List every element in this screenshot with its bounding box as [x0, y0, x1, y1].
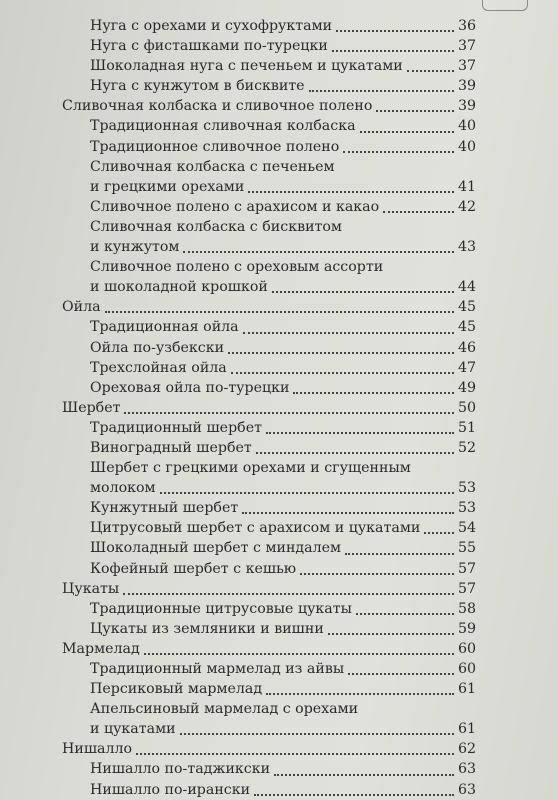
- toc-section-entry: [0, 297, 558, 317]
- toc-entry-title: Трехслойная ойла: [90, 359, 227, 376]
- toc-entry: [0, 498, 558, 518]
- toc-entry: [0, 619, 558, 639]
- toc-entry: [0, 559, 558, 579]
- toc-section-entry: [0, 579, 558, 599]
- toc-entry-title: и кунжутом: [90, 239, 180, 256]
- toc-entry: [0, 237, 558, 257]
- toc-page-number: 39: [457, 98, 476, 115]
- dot-leader: [160, 492, 454, 494]
- toc-page-number: 50: [457, 399, 476, 416]
- toc-page-number: 46: [457, 339, 476, 356]
- dot-leader: [144, 653, 454, 655]
- toc-page-number: 45: [457, 299, 476, 316]
- toc-entry-title: Нишалло по-ирански: [90, 781, 251, 798]
- toc-page-number: 36: [457, 18, 476, 34]
- toc-entry: [0, 418, 558, 438]
- toc-page-number: 40: [457, 138, 476, 155]
- toc-page-number: 61: [457, 721, 476, 738]
- toc-entry-title: Сливочная колбаска и сливочное полено: [62, 98, 373, 115]
- dot-leader: [183, 251, 454, 253]
- toc-entry-title: Шербет: [62, 399, 121, 416]
- toc-entry-title: Кофейный шербет с кешью: [90, 560, 297, 577]
- dot-leader: [309, 90, 454, 92]
- toc-entry: [0, 438, 558, 458]
- toc-entry-title: Традиционный шербет: [90, 419, 262, 436]
- toc-entry-title: Шоколадная нуга с печеньем и цукатами: [90, 58, 403, 75]
- toc-page-number: 43: [457, 239, 476, 256]
- toc-entry-title: Нишалло: [62, 741, 133, 758]
- toc-page-number: 37: [457, 58, 476, 75]
- toc-entry: [0, 137, 558, 157]
- toc-entry-title: Цитрусовый шербет с арахисом и цукатами: [90, 520, 421, 537]
- page-corner-mark: [482, 0, 528, 11]
- toc-entry-title: Виноградный шербет: [90, 439, 252, 456]
- toc-entry: [0, 378, 558, 398]
- dot-leader: [180, 733, 454, 735]
- dot-leader: [256, 452, 454, 454]
- toc-entry-title: Ореховая ойла по-турецки: [90, 379, 290, 396]
- toc-entry-title: Цукаты из земляники и вишни: [90, 620, 324, 637]
- dot-leader: [300, 573, 454, 575]
- toc-page-number: 55: [457, 540, 476, 557]
- toc-entry: [0, 16, 558, 36]
- toc-entry-title: Мармелад: [62, 640, 140, 657]
- toc-entry-title: Цукаты: [62, 580, 120, 597]
- toc-page-number: 61: [457, 681, 476, 698]
- toc-entry-title: Апельсиновый мармелад с орехами: [90, 701, 359, 718]
- toc-entry-title: Сливочная колбаска с печеньем: [90, 158, 335, 175]
- toc-entry-title: Нишалло по-таджикски: [90, 761, 271, 778]
- toc-entry-title: Сливочное полено с арахисом и какао: [90, 198, 380, 215]
- toc-entry-title: Сливочное полено с ореховым ассорти: [90, 259, 384, 276]
- toc-entry: [0, 699, 558, 719]
- toc-entry-title: Сливочная колбаска с бисквитом: [90, 218, 342, 235]
- toc-entry-title: и грецкими орехами: [90, 178, 245, 195]
- dot-leader: [272, 291, 454, 293]
- toc-page-number: 51: [457, 419, 476, 436]
- toc-page-number: 40: [457, 118, 476, 135]
- toc-page-number: 57: [457, 580, 476, 597]
- toc-section-entry: [0, 739, 558, 759]
- toc-entry-title: Традиционные цитрусовые цукаты: [90, 600, 352, 617]
- toc-page-number: 39: [457, 78, 476, 95]
- dot-leader: [124, 412, 454, 414]
- toc-page-number: 41: [457, 178, 476, 195]
- toc-entry-title: Кунжутный шербет: [90, 500, 239, 517]
- dot-leader: [266, 693, 454, 695]
- toc-page-number: 52: [457, 439, 476, 456]
- toc-entry-title: Традиционный мармелад из айвы: [90, 661, 345, 677]
- toc-page-number: 45: [457, 319, 476, 336]
- dot-leader: [136, 753, 454, 755]
- toc-entry: [0, 317, 558, 337]
- toc-entry-title: и шоколадной крошкой: [90, 279, 268, 296]
- toc-page-number: 60: [457, 640, 476, 657]
- toc-entry: [0, 157, 558, 177]
- toc-entry-title: Нуга с фисташками по-турецки: [90, 38, 328, 55]
- toc-page-number: 60: [457, 661, 476, 677]
- toc-entry: [0, 257, 558, 277]
- toc-entry: [0, 478, 558, 498]
- dot-leader: [266, 432, 454, 434]
- dot-leader: [293, 392, 454, 394]
- toc-entry: [0, 116, 558, 136]
- toc-page-number: 42: [457, 198, 476, 215]
- toc-entry: [0, 458, 558, 478]
- toc-entry-title: молоком: [90, 480, 156, 497]
- toc-entry-title: и цукатами: [90, 721, 176, 738]
- dot-leader: [248, 191, 454, 193]
- toc-entry: [0, 56, 558, 76]
- toc-entry: [0, 719, 558, 739]
- dot-leader: [231, 372, 454, 374]
- toc-entry: [0, 76, 558, 96]
- toc-page-number: 59: [457, 620, 476, 637]
- toc-page-number: 57: [457, 560, 476, 577]
- toc-page-number: 37: [457, 38, 476, 55]
- toc-section-entry: [0, 96, 558, 116]
- toc-page-number: 53: [457, 480, 476, 497]
- toc-entry-title: Ойла по-узбекски: [90, 339, 225, 356]
- toc-page-number: 58: [457, 600, 476, 617]
- toc-entry: [0, 36, 558, 56]
- toc-entry: [0, 197, 558, 217]
- toc-page-number: 44: [457, 279, 476, 296]
- dot-leader: [123, 593, 454, 595]
- toc-entry: [0, 599, 558, 619]
- toc-page-number: 54: [457, 520, 476, 537]
- dot-leader: [254, 794, 454, 796]
- toc-page-number: 63: [457, 781, 476, 798]
- toc-entry-title: Традиционная сливочная колбаска: [90, 118, 356, 135]
- toc-page-number: 47: [457, 359, 476, 376]
- toc-section-entry: [0, 639, 558, 659]
- dot-leader: [242, 512, 454, 514]
- toc-entry: [0, 659, 558, 679]
- toc-entry: [0, 780, 558, 800]
- toc-entry: [0, 277, 558, 297]
- toc-entry-title: Шоколадный шербет с миндалем: [90, 540, 342, 557]
- toc-entry-title: Традиционное сливочное полено: [90, 138, 340, 155]
- toc-entry: [0, 518, 558, 538]
- toc-page-number: 53: [457, 500, 476, 517]
- table-of-contents: [0, 16, 558, 800]
- toc-entry: [0, 538, 558, 558]
- toc-entry-title: Нуга с кунжутом в бисквите: [90, 78, 305, 95]
- toc-entry: [0, 358, 558, 378]
- toc-entry: [0, 177, 558, 197]
- dot-leader: [243, 332, 454, 334]
- toc-entry-title: Традиционная ойла: [90, 319, 239, 336]
- toc-page-number: 62: [457, 741, 476, 758]
- toc-entry-title: Шербет с грецкими орехами и сгущенным: [90, 460, 411, 477]
- dot-leader: [105, 311, 454, 313]
- toc-page-number: 49: [457, 379, 476, 396]
- toc-entry: [0, 759, 558, 779]
- dot-leader: [274, 774, 454, 776]
- toc-entry: [0, 217, 558, 237]
- toc-entry-title: Нуга с орехами и сухофруктами: [90, 18, 333, 34]
- toc-entry: [0, 338, 558, 358]
- toc-entry-title: Персиковый мармелад: [90, 681, 263, 698]
- dot-leader: [228, 352, 454, 354]
- toc-page-number: 63: [457, 761, 476, 778]
- toc-entry-title: Ойла: [62, 299, 101, 316]
- toc-entry: [0, 679, 558, 699]
- toc-section-entry: [0, 398, 558, 418]
